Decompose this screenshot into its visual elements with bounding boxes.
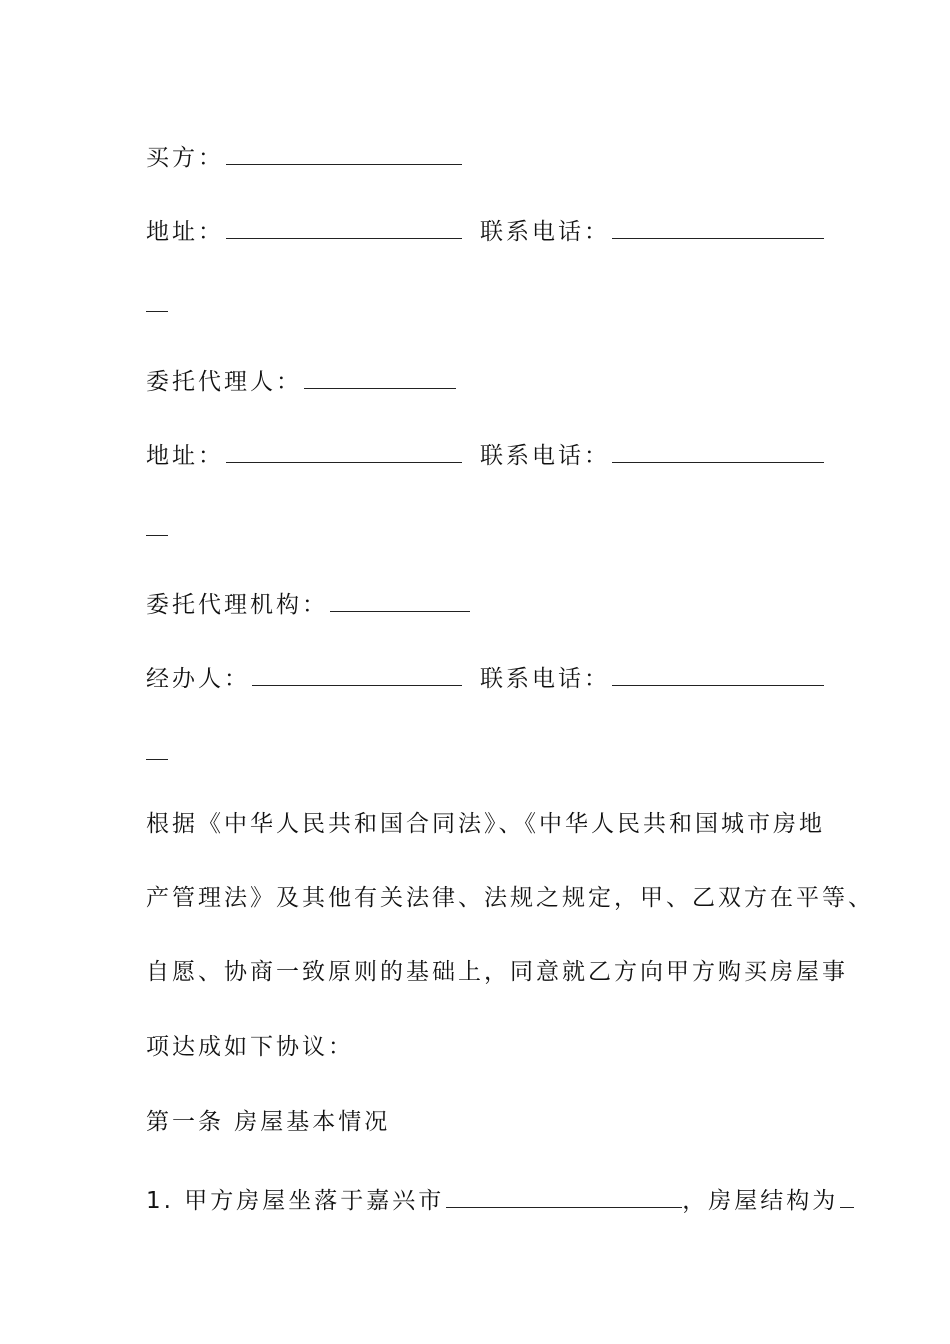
article-1-title: 第一条 房屋基本情况	[146, 1109, 391, 1135]
agent-address-label: 地址：	[146, 443, 224, 469]
agent-address-blank[interactable]	[226, 436, 462, 463]
handler-blank[interactable]	[252, 659, 462, 686]
agent-phone-label: 联系电话：	[480, 443, 610, 469]
buyer-label: 买方：	[146, 145, 224, 171]
agent-phone-blank[interactable]	[612, 436, 824, 463]
handler-label: 经办人：	[146, 666, 250, 692]
agency-blank[interactable]	[330, 585, 470, 612]
buyer-row	[146, 138, 462, 174]
article-1-item-1	[146, 1181, 854, 1217]
handler-phone-blank[interactable]	[612, 659, 824, 686]
buyer-phone-label: 联系电话：	[480, 219, 610, 245]
handler-row	[146, 659, 824, 695]
buyer-address-label: 地址：	[146, 219, 224, 245]
intro-line-2: 产管理法》及其他有关法律、法规之规定，甲、乙双方在平等、	[146, 885, 874, 911]
location-blank[interactable]	[446, 1181, 682, 1208]
intro-line-1: 根据《中华人民共和国合同法》、《中华人民共和国城市房地	[146, 811, 825, 837]
agent-address-row	[146, 436, 824, 472]
handler-phone-label: 联系电话：	[480, 666, 610, 692]
buyer-blank[interactable]	[226, 138, 462, 165]
agent-row	[146, 362, 456, 398]
structure-blank[interactable]	[840, 1181, 854, 1208]
intro-line-4: 项达成如下协议：	[146, 1034, 354, 1060]
buyer-address-blank[interactable]	[226, 212, 462, 239]
agent-label: 委托代理人：	[146, 369, 302, 395]
agency-row	[146, 585, 470, 621]
agent-blank[interactable]	[304, 362, 456, 389]
handler-phone-blank-continuation	[146, 759, 168, 760]
buyer-phone-blank[interactable]	[612, 212, 824, 239]
article-1-item-1-suffix: ，房屋结构为	[682, 1188, 839, 1214]
agent-phone-blank-continuation	[146, 535, 168, 536]
buyer-address-row	[146, 212, 824, 248]
agency-label: 委托代理机构：	[146, 592, 328, 618]
intro-line-3: 自愿、协商一致原则的基础上，同意就乙方向甲方购买房屋事	[146, 959, 848, 985]
article-1-item-1-prefix: 1. 甲方房屋坐落于嘉兴市	[146, 1188, 445, 1214]
buyer-phone-blank-continuation	[146, 311, 168, 312]
